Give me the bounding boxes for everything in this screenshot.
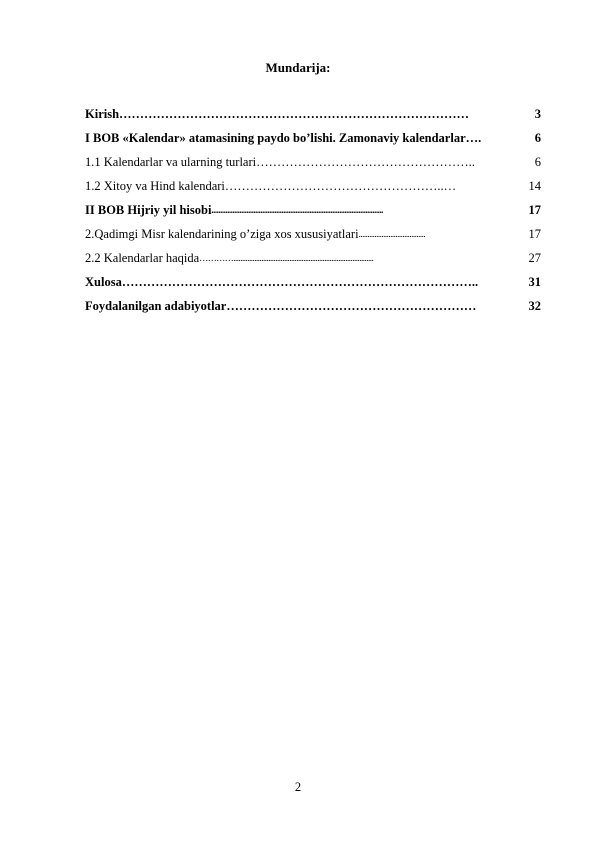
table-of-contents: [85, 102, 541, 318]
toc-entry-page: 27: [528, 250, 541, 265]
toc-entry-text: 1.1 Kalendarlar va ularning turlari: [85, 154, 257, 169]
toc-title: Mundarija:: [265, 60, 331, 75]
toc-entry-references: [85, 294, 541, 318]
toc-entry-text: 1.2 Xitoy va Hind kalendari: [85, 178, 225, 193]
toc-entry-leader: ……………………………………………..…: [224, 178, 457, 193]
toc-entry-page: 6: [534, 130, 541, 145]
toc-entry-leader: …………................................................................................: [199, 253, 374, 263]
toc-entry-text: 2.Qadimgi Misr kalendarining o’ziga xos xususiyatlari: [85, 226, 359, 241]
toc-entry-leader: …………………………………………………………………………..: [121, 274, 479, 289]
toc-entry-page: 17: [528, 202, 541, 217]
toc-entry-text: Kirish: [85, 106, 120, 121]
toc-entry-text: 2.2 Kalendarlar haqida: [85, 250, 200, 265]
toc-entry-chapter-2: [85, 198, 541, 222]
toc-entry-leader: ..................................................................................................: [211, 205, 383, 215]
toc-entry-text: Xulosa: [85, 274, 122, 289]
toc-entry-leader: ……………………………………………..: [256, 154, 475, 169]
toc-entry-leader: ......................................: [358, 229, 426, 239]
toc-entry-section-1-1: [85, 150, 541, 174]
toc-entry-page: 6: [534, 154, 541, 169]
toc-entry-page: 17: [528, 226, 541, 241]
toc-entry-chapter-1: [85, 126, 541, 150]
toc-entry-leader: …………………………………………………………………………: [119, 106, 470, 121]
toc-entry-page: 32: [528, 298, 541, 313]
toc-entry-text: Foydalanilgan adabiyotlar: [85, 298, 227, 313]
toc-entry-page: 14: [528, 178, 541, 193]
page-number: 2: [294, 780, 302, 794]
toc-entry-section-1-2: [85, 174, 541, 198]
toc-entry-page: 31: [528, 274, 541, 289]
toc-entry-xulosa: [85, 270, 541, 294]
toc-entry-page: 3: [534, 106, 541, 121]
toc-entry-text: II BOB Hijriy yil hisobi: [85, 202, 212, 217]
toc-entry-section-2-2: [85, 246, 541, 270]
toc-entry-section-2-1: [85, 222, 541, 246]
toc-entry-leader: ……………………………………………………: [226, 298, 477, 313]
toc-entry-kirish: [85, 102, 541, 126]
toc-entry-text: I BOB «Kalendar» atamasining paydo bo’lishi. Zamonaviy kalendarlar: [85, 130, 466, 145]
toc-entry-leader: ….: [465, 130, 482, 145]
